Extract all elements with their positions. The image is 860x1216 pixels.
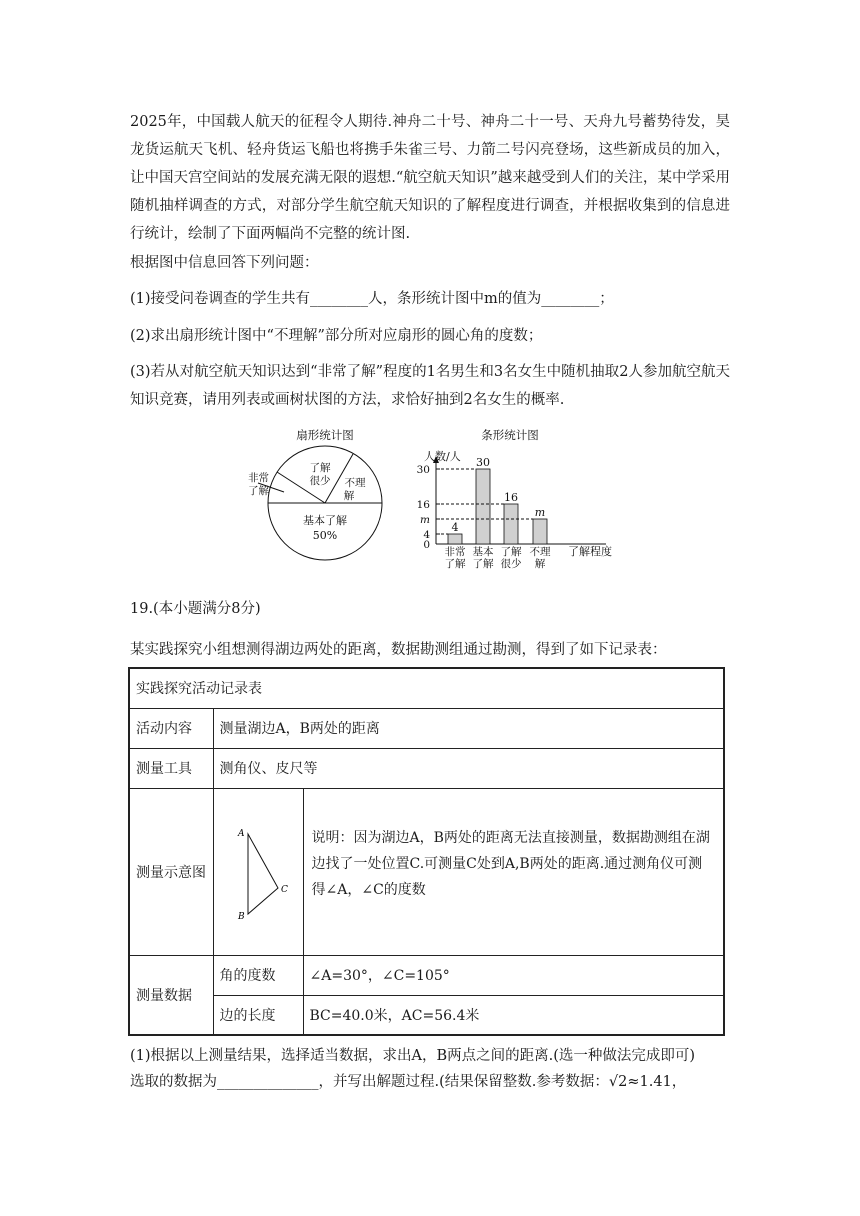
pie-chart bbox=[248, 446, 382, 560]
record-table bbox=[128, 667, 725, 1036]
question-19-part-1-data: 选取的数据为______________，并写出解题过程.(结果保留整数.参考数据：√2≈1.41， bbox=[130, 1074, 687, 1090]
y-tick-label: m bbox=[420, 514, 430, 526]
y-tick-label: 0 bbox=[423, 539, 430, 551]
question-19-part-1: (1)根据以上测量结果，选择适当数据，求出A，B两点之间的距离.(选一种做法完成即可) bbox=[130, 1048, 696, 1064]
diagram-label: 测量示意图 bbox=[129, 788, 213, 955]
point-b-label: B bbox=[237, 911, 245, 922]
tools-value: 测角仪、皮尺等 bbox=[213, 748, 724, 788]
y-tick-label: 4 bbox=[423, 529, 430, 541]
charts-figure bbox=[240, 425, 630, 585]
question-19-intro: 某实践探究小组想测得湖边两处的距离，数据勘测组通过勘测，得到了如下记录表： bbox=[130, 642, 667, 658]
explanation: 说明：因为湖边A，B两处的距离无法直接测量，数据勘测组在湖边找了一处位置C.可测量C处到A,B两处的距离.通过测角仪可测得∠A，∠C的度数 bbox=[303, 788, 724, 955]
side-label: 边的长度 bbox=[213, 995, 303, 1035]
x-category-label: 了解 bbox=[500, 546, 522, 558]
pie-title: 扇形统计图 bbox=[296, 428, 354, 442]
point-c-label: C bbox=[280, 884, 288, 895]
pie-label-basic-1: 基本了解 bbox=[303, 514, 347, 527]
point-a-label: A bbox=[237, 828, 244, 839]
question-1: (1)接受问卷调查的学生共有________人，条形统计图中m的值为________； bbox=[130, 291, 614, 307]
side-value: BC=40.0米，AC=56.4米 bbox=[303, 995, 724, 1035]
y-tick-label: 16 bbox=[416, 499, 430, 511]
x-category-label: 了解 bbox=[472, 558, 494, 570]
prompt: 根据图中信息回答下列问题： bbox=[130, 255, 319, 271]
x-category-label: 解 bbox=[534, 558, 546, 570]
x-category-label: 了解 bbox=[444, 558, 466, 570]
x-category-label: 不理 bbox=[529, 546, 551, 558]
bar bbox=[504, 504, 518, 544]
x-category-label: 基本 bbox=[472, 546, 494, 558]
angle-value: ∠A=30°，∠C=105° bbox=[303, 955, 724, 995]
triangle-diagram bbox=[213, 788, 303, 955]
question-3: (3)若从对航空航天知识达到“非常了解”程度的1名男生和3名女生中随机抽取2人参加航空航天知识竞赛，请用列表或画树状图的方法，求恰好抽到2名女生的概率. bbox=[130, 364, 730, 408]
tools-label: 测量工具 bbox=[129, 748, 213, 788]
bar-value-label: 30 bbox=[476, 456, 490, 469]
y-tick-label: 30 bbox=[416, 464, 430, 476]
bar-value-label: m bbox=[534, 506, 546, 519]
bar bbox=[476, 469, 490, 544]
pie-label-little-2: 很少 bbox=[309, 475, 331, 487]
bar bbox=[533, 519, 547, 544]
x-axis-label: 了解程度 bbox=[568, 545, 612, 558]
pie-label-none-2: 解 bbox=[343, 490, 355, 502]
bar-value-label: 4 bbox=[451, 521, 459, 534]
content-label: 活动内容 bbox=[129, 708, 213, 748]
pie-label-little-1: 了解 bbox=[309, 462, 331, 474]
x-category-label: 很少 bbox=[500, 558, 522, 570]
bar-title: 条形统计图 bbox=[481, 428, 539, 442]
pie-label-none-1: 不理 bbox=[344, 477, 366, 489]
data-label: 测量数据 bbox=[129, 955, 213, 1035]
intro-paragraph: 2025年，中国载人航天的征程令人期待.神舟二十号、神舟二十一号、天舟九号蓄势待发，昊龙货运航天飞机、轻舟货运飞船也将携手朱雀三号、力箭二号闪亮登场，这些新成员的加入，让中国天宫空间站的发展充满无限的遐想.“航空航天知识”越来越受到人们的关注，某中学采用随机抽样调查的方式，对部分学生航空航天知识的了解程度进行调查，并根据收集到的信息进行统计，绘制了下面两幅尚不完整的统计图. bbox=[130, 114, 730, 242]
pie-label-very-1: 非常 bbox=[248, 472, 269, 484]
bar-chart bbox=[417, 449, 612, 570]
pie-label-basic-2: 50% bbox=[312, 529, 338, 542]
x-category-label: 非常 bbox=[444, 546, 466, 558]
bar bbox=[448, 534, 462, 544]
angle-label: 角的度数 bbox=[213, 955, 303, 995]
question-19-heading: 19.(本小题满分8分) bbox=[130, 601, 261, 617]
y-axis-label: 人数/人 bbox=[424, 450, 461, 463]
bar-value-label: 16 bbox=[504, 491, 518, 504]
table-title: 实践探究活动记录表 bbox=[129, 668, 724, 708]
content-value: 测量湖边A，B两处的距离 bbox=[213, 708, 724, 748]
question-2: (2)求出扇形统计图中“不理解”部分所对应扇形的圆心角的度数； bbox=[130, 328, 543, 344]
pie-label-very-2: 了解 bbox=[248, 485, 269, 497]
